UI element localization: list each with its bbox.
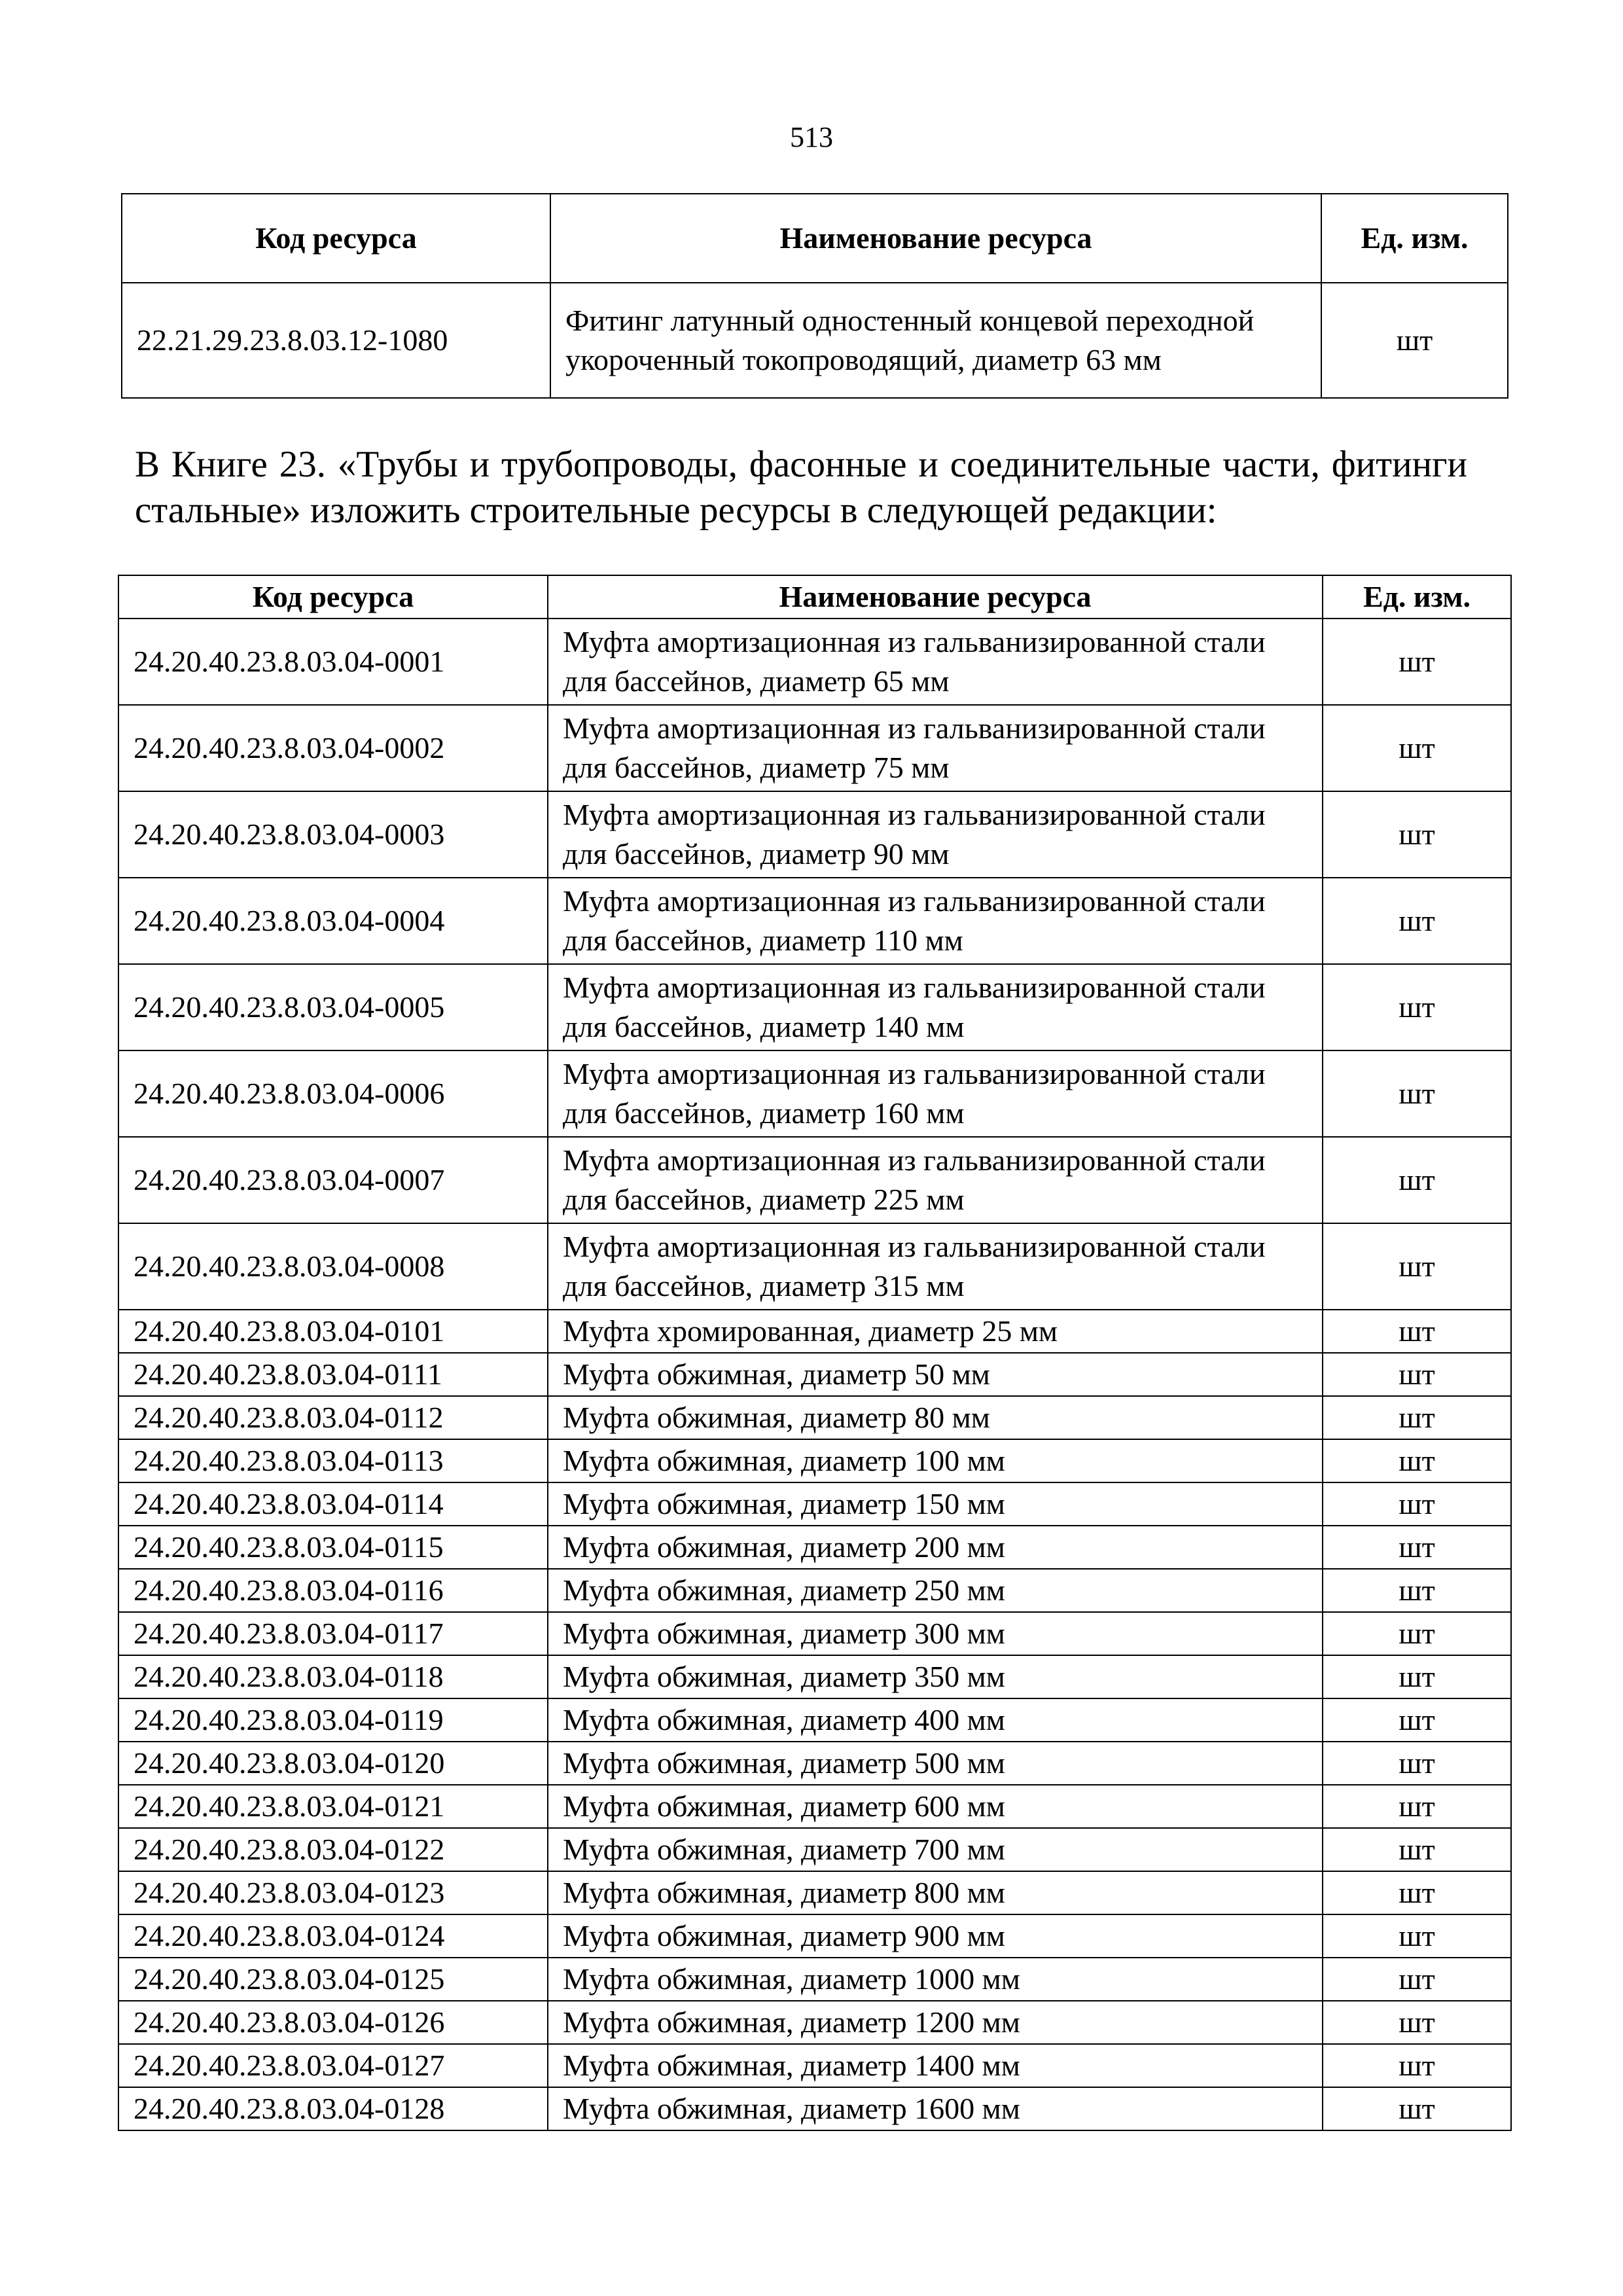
resource-name: Муфта обжимная, диаметр 150 мм (548, 1482, 1323, 1526)
resource-unit: шт (1323, 791, 1511, 878)
table-row (118, 2044, 1511, 2087)
page-number: 513 (790, 121, 833, 153)
resource-unit: шт (1323, 1396, 1511, 1439)
resource-name: Муфта амортизационная из гальванизированной стали для бассейнов, диаметр 110 мм (548, 878, 1323, 964)
resource-unit: шт (1323, 1439, 1511, 1482)
table-row (118, 1396, 1511, 1439)
instruction-paragraph: В Книге 23. «Трубы и трубопроводы, фасонные и соединительные части, фитинги стальные» изложить строительные ресурсы в следующей редакции: (135, 444, 1467, 531)
resource-code: 24.20.40.23.8.03.04-0112 (118, 1396, 548, 1439)
resource-code: 24.20.40.23.8.03.04-0006 (118, 1050, 548, 1137)
resource-code: 24.20.40.23.8.03.04-0118 (118, 1655, 548, 1698)
resource-name: Муфта амортизационная из гальванизированной стали для бассейнов, диаметр 90 мм (548, 791, 1323, 878)
resource-name: Муфта амортизационная из гальванизированной стали для бассейнов, диаметр 65 мм (548, 619, 1323, 705)
resource-unit: шт (1323, 878, 1511, 964)
resource-name: Муфта обжимная, диаметр 1200 мм (548, 2001, 1323, 2044)
resource-unit: шт (1323, 1050, 1511, 1137)
resource-code: 24.20.40.23.8.03.04-0007 (118, 1137, 548, 1223)
resource-code: 24.20.40.23.8.03.04-0004 (118, 878, 548, 964)
resource-code: 24.20.40.23.8.03.04-0122 (118, 1828, 548, 1871)
table-row (118, 2001, 1511, 2044)
resource-name: Муфта обжимная, диаметр 1400 мм (548, 2044, 1323, 2087)
table-row (118, 2087, 1511, 2130)
table-row (118, 791, 1511, 878)
resource-code: 24.20.40.23.8.03.04-0119 (118, 1698, 548, 1742)
resource-name: Муфта амортизационная из гальванизированной стали для бассейнов, диаметр 160 мм (548, 1050, 1323, 1137)
resource-code: 24.20.40.23.8.03.04-0126 (118, 2001, 548, 2044)
resource-name: Муфта хромированная, диаметр 25 мм (548, 1310, 1323, 1353)
table-row (118, 964, 1511, 1050)
resource-name: Муфта обжимная, диаметр 600 мм (548, 1785, 1323, 1828)
resource-unit: шт (1323, 2044, 1511, 2087)
resource-code: 24.20.40.23.8.03.04-0116 (118, 1569, 548, 1612)
resource-unit: шт (1323, 1698, 1511, 1742)
table-row (118, 1655, 1511, 1698)
resource-unit: шт (1323, 2087, 1511, 2130)
resource-unit: шт (1323, 1137, 1511, 1223)
table-row (118, 1482, 1511, 1526)
resource-unit: шт (1323, 705, 1511, 791)
resource-code: 24.20.40.23.8.03.04-0002 (118, 705, 548, 791)
resource-name: Муфта обжимная, диаметр 250 мм (548, 1569, 1323, 1612)
resource-code: 24.20.40.23.8.03.04-0113 (118, 1439, 548, 1482)
resource-name: Муфта обжимная, диаметр 50 мм (548, 1353, 1323, 1396)
resource-name: Муфта амортизационная из гальванизированной стали для бассейнов, диаметр 75 мм (548, 705, 1323, 791)
resource-name: Муфта обжимная, диаметр 1000 мм (548, 1958, 1323, 2001)
resource-unit: шт (1323, 1310, 1511, 1353)
resource-name: Муфта обжимная, диаметр 350 мм (548, 1655, 1323, 1698)
resource-unit: шт (1323, 1482, 1511, 1526)
resource-name: Муфта обжимная, диаметр 300 мм (548, 1612, 1323, 1655)
resource-name: Фитинг латунный одностенный концевой переходной укороченный токопроводящий, диаметр 63 мм (550, 283, 1321, 398)
table-row (118, 1871, 1511, 1914)
table-header-row (118, 575, 1511, 619)
table-row (118, 1828, 1511, 1871)
header-unit: Ед. изм. (1323, 575, 1511, 619)
header-code: Код ресурса (122, 194, 550, 283)
resource-code: 24.20.40.23.8.03.04-0121 (118, 1785, 548, 1828)
table-row (118, 1223, 1511, 1310)
header-code: Код ресурса (118, 575, 548, 619)
resource-unit: шт (1323, 619, 1511, 705)
resource-code: 24.20.40.23.8.03.04-0123 (118, 1871, 548, 1914)
header-name: Наименование ресурса (548, 575, 1323, 619)
resource-code: 24.20.40.23.8.03.04-0008 (118, 1223, 548, 1310)
resource-unit: шт (1323, 1871, 1511, 1914)
resource-code: 24.20.40.23.8.03.04-0114 (118, 1482, 548, 1526)
resource-name: Муфта обжимная, диаметр 200 мм (548, 1526, 1323, 1569)
resource-unit: шт (1323, 1828, 1511, 1871)
resource-code: 24.20.40.23.8.03.04-0117 (118, 1612, 548, 1655)
resource-unit: шт (1323, 1742, 1511, 1785)
resource-unit: шт (1323, 1914, 1511, 1958)
table-body (118, 619, 1511, 2130)
table-row (118, 1914, 1511, 1958)
resource-name: Муфта обжимная, диаметр 900 мм (548, 1914, 1323, 1958)
resource-name: Муфта обжимная, диаметр 80 мм (548, 1396, 1323, 1439)
table-row (118, 1958, 1511, 2001)
resource-code: 24.20.40.23.8.03.04-0127 (118, 2044, 548, 2087)
resource-unit: шт (1323, 1569, 1511, 1612)
resource-unit: шт (1321, 283, 1508, 398)
table-header-row (122, 194, 1508, 283)
header-name: Наименование ресурса (550, 194, 1321, 283)
table-row (118, 619, 1511, 705)
resource-name: Муфта обжимная, диаметр 800 мм (548, 1871, 1323, 1914)
table-row (118, 1439, 1511, 1482)
resource-name: Муфта амортизационная из гальванизированной стали для бассейнов, диаметр 315 мм (548, 1223, 1323, 1310)
table-row (118, 1137, 1511, 1223)
table-row (122, 283, 1508, 398)
resource-unit: шт (1323, 1223, 1511, 1310)
table-row (118, 1526, 1511, 1569)
resource-name: Муфта обжимная, диаметр 100 мм (548, 1439, 1323, 1482)
resource-code: 24.20.40.23.8.03.04-0003 (118, 791, 548, 878)
table-row (118, 1050, 1511, 1137)
resource-unit: шт (1323, 1612, 1511, 1655)
resource-unit: шт (1323, 1655, 1511, 1698)
resource-unit: шт (1323, 1526, 1511, 1569)
resource-code: 24.20.40.23.8.03.04-0125 (118, 1958, 548, 2001)
resource-name: Муфта обжимная, диаметр 1600 мм (548, 2087, 1323, 2130)
resource-code: 22.21.29.23.8.03.12-1080 (122, 283, 550, 398)
resource-code: 24.20.40.23.8.03.04-0101 (118, 1310, 548, 1353)
resource-name: Муфта амортизационная из гальванизированной стали для бассейнов, диаметр 225 мм (548, 1137, 1323, 1223)
table-row (118, 1310, 1511, 1353)
resource-code: 24.20.40.23.8.03.04-0001 (118, 619, 548, 705)
resource-code: 24.20.40.23.8.03.04-0128 (118, 2087, 548, 2130)
table-row (118, 1698, 1511, 1742)
resource-code: 24.20.40.23.8.03.04-0005 (118, 964, 548, 1050)
resource-name: Муфта обжимная, диаметр 500 мм (548, 1742, 1323, 1785)
resource-code: 24.20.40.23.8.03.04-0111 (118, 1353, 548, 1396)
table-row (118, 1612, 1511, 1655)
resource-table-main (118, 575, 1512, 2131)
resource-code: 24.20.40.23.8.03.04-0124 (118, 1914, 548, 1958)
resource-name: Муфта обжимная, диаметр 400 мм (548, 1698, 1323, 1742)
resource-code: 24.20.40.23.8.03.04-0120 (118, 1742, 548, 1785)
resource-unit: шт (1323, 1785, 1511, 1828)
resource-name: Муфта амортизационная из гальванизированной стали для бассейнов, диаметр 140 мм (548, 964, 1323, 1050)
table-row (118, 705, 1511, 791)
table-row (118, 878, 1511, 964)
resource-unit: шт (1323, 2001, 1511, 2044)
resource-code: 24.20.40.23.8.03.04-0115 (118, 1526, 548, 1569)
resource-unit: шт (1323, 1958, 1511, 2001)
resource-table-top (121, 193, 1508, 399)
table-row (118, 1742, 1511, 1785)
table-row (118, 1569, 1511, 1612)
resource-name: Муфта обжимная, диаметр 700 мм (548, 1828, 1323, 1871)
table-row (118, 1353, 1511, 1396)
header-unit: Ед. изм. (1321, 194, 1508, 283)
resource-unit: шт (1323, 964, 1511, 1050)
table-row (118, 1785, 1511, 1828)
resource-unit: шт (1323, 1353, 1511, 1396)
